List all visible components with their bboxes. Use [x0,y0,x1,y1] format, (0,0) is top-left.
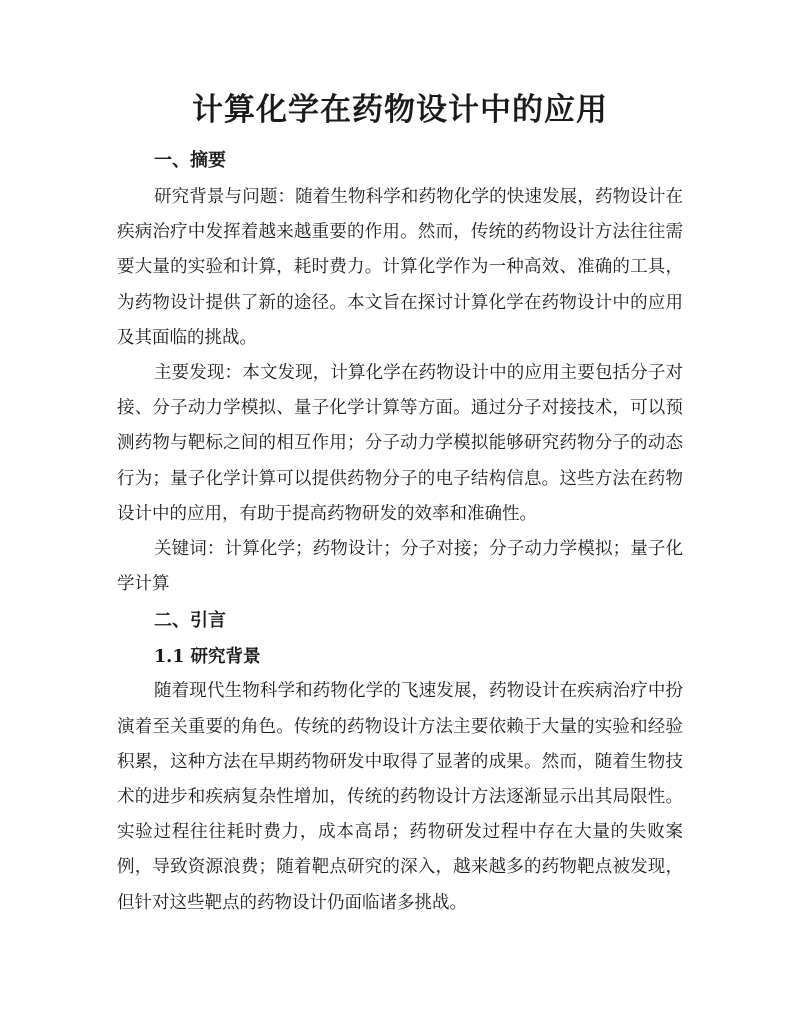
document-title: 计算化学在药物设计中的应用 [192,92,608,128]
introduction-background-paragraph: 随着现代生物科学和药物化学的飞速发展，药物设计在疾病治疗中扮演着至关重要的角色。传统的药物设计方法主要依赖于大量的实验和经验积累，这种方法在早期药物研发中取得了显著的成果。然而，随着生物技术的进步和疾病复杂性增加，传统的药物设计方法逐渐显示出其局限性。实验过程往往耗时费力，成本高昂；药物研发过程中存在大量的失败案例，导致资源浪费；随着靶点研究的深入，越来越多的药物靶点被发现，但针对这些靶点的药物设计仍面临诸多挑战。 [117,681,683,913]
document-body [117,142,683,921]
abstract-background-paragraph: 研究背景与问题：随着生物科学和药物化学的快速发展，药物设计在疾病治疗中发挥着越来越重要的作用。然而，传统的药物设计方法往往需要大量的实验和计算，耗时费力。计算化学作为一种高效、准确的工具，为药物设计提供了新的途径。本文旨在探讨计算化学在药物设计中的应用及其面临的挑战。 [117,187,683,348]
subsection-heading-research-background: 1.1 研究背景 [154,647,261,668]
abstract-findings-paragraph: 主要发现：本文发现，计算化学在药物设计中的应用主要包括分子对接、分子动力学模拟、量子化学计算等方面。通过分子对接技术，可以预测药物与靶标之间的相互作用；分子动力学模拟能够研究药物分子的动态行为；量子化学计算可以提供药物分子的电子结构信息。这些方法在药物设计中的应用，有助于提高药物研发的效率和准确性。 [117,363,683,524]
abstract-keywords-paragraph: 关键词：计算化学；药物设计；分子对接；分子动力学模拟；量子化学计算 [117,539,683,595]
section-heading-abstract: 一、摘要 [154,150,226,171]
section-heading-introduction: 二、引言 [154,610,226,632]
